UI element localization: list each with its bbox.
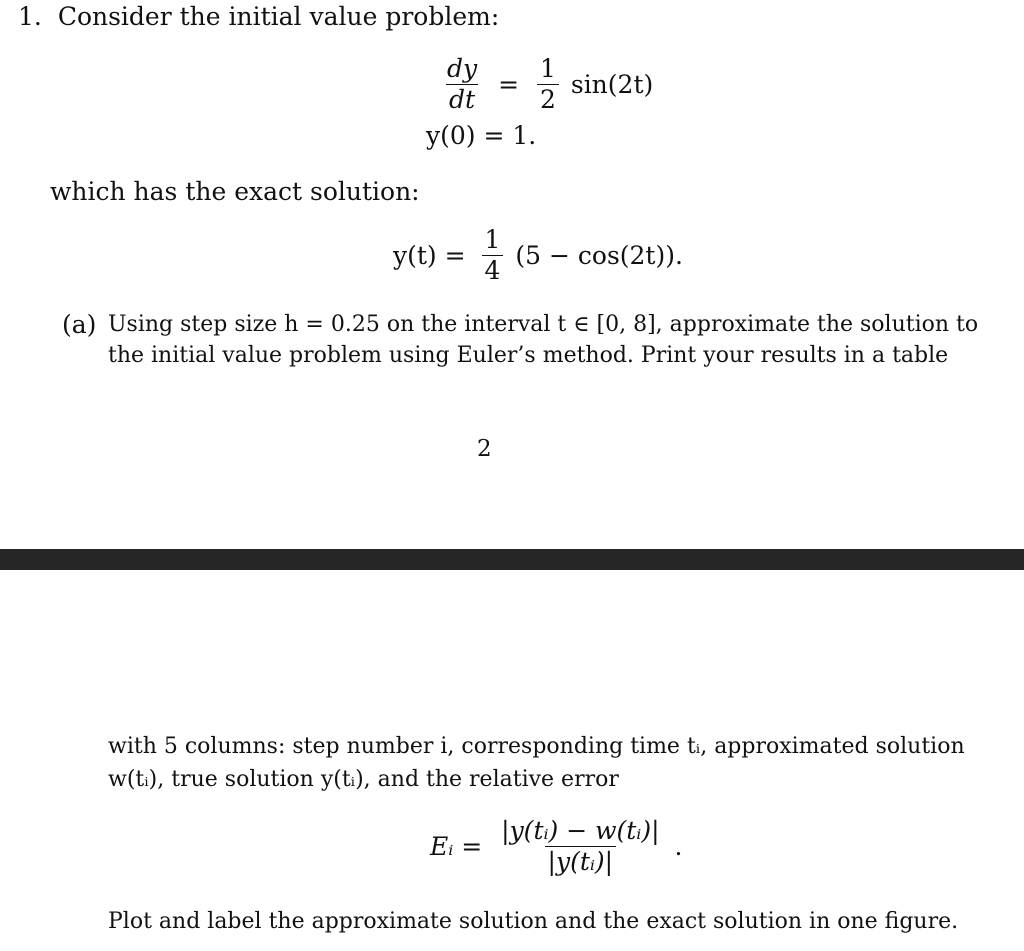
coefficient-numerator: 1 <box>540 54 556 83</box>
page-separator <box>0 549 1024 570</box>
derivative-denominator: dt <box>446 84 478 115</box>
equals-sign: = <box>498 70 520 99</box>
exact-coefficient-fraction <box>482 225 504 286</box>
page-number: 2 <box>477 436 492 462</box>
exact-solution-intro: which has the exact solution: <box>50 177 420 206</box>
derivative-fraction <box>444 54 480 115</box>
part-a-line-1: Using step size h = 0.25 on the interval t ∈ [0, 8], approximate the solution to <box>108 312 979 337</box>
relative-error-equation <box>430 816 682 877</box>
continuation-line-2: w(tᵢ), true solution y(tᵢ), and the relative error <box>108 767 619 792</box>
error-denominator: |y(tᵢ)| <box>545 846 617 877</box>
initial-condition: y(0) = 1. <box>426 121 537 150</box>
problem-intro: Consider the initial value problem: <box>57 2 500 31</box>
coefficient-fraction <box>537 54 559 115</box>
error-numerator: |y(tᵢ) − w(tᵢ)| <box>501 816 660 845</box>
exact-rhs: (5 − cos(2t)). <box>515 241 683 270</box>
error-fraction <box>498 816 662 877</box>
error-lhs: Eᵢ = <box>430 832 483 861</box>
part-a-line-2: the initial value problem using Euler’s method. Print your results in a table <box>108 343 949 368</box>
plot-instruction: Plot and label the approximate solution and the exact solution in one figure. <box>108 909 959 934</box>
error-trail: . <box>674 832 683 861</box>
problem-number: 1. <box>18 2 42 31</box>
exact-coefficient-denominator: 4 <box>482 255 504 286</box>
continuation-line-1: with 5 columns: step number i, corresponding time tᵢ, approximated solution <box>108 734 965 759</box>
problem-header <box>18 1 499 33</box>
exact-coefficient-numerator: 1 <box>484 225 501 254</box>
derivative-numerator: dy <box>447 54 478 83</box>
exact-lhs: y(t) = <box>393 241 466 270</box>
exact-solution-equation <box>393 225 683 286</box>
coefficient-denominator: 2 <box>537 84 559 115</box>
part-a-label: (a) <box>62 310 97 339</box>
ode-rhs: sin(2t) <box>570 70 654 99</box>
ode-equation <box>440 54 653 115</box>
